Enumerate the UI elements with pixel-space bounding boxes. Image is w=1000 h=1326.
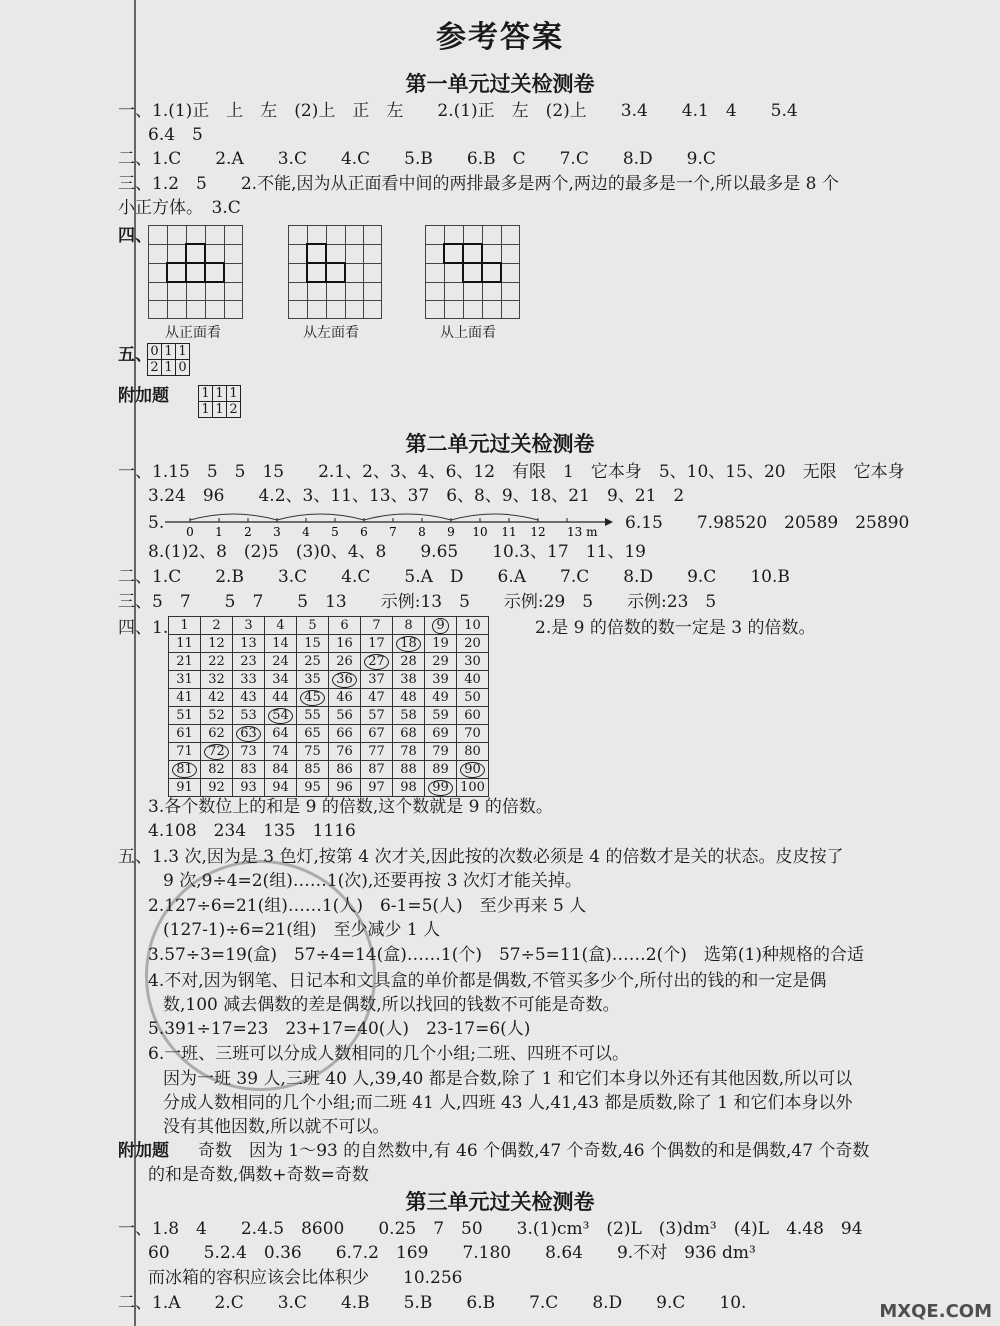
- unit2-line-7: 3.各个数位上的和是 9 的倍数,这个数就是 9 的倍数。: [148, 797, 553, 817]
- circled-number: 72: [204, 744, 229, 760]
- hundred-cell: 83: [233, 761, 265, 779]
- hundred-cell: 58: [393, 707, 425, 725]
- unit1-q5-label: 五、: [118, 345, 152, 365]
- tick-label: 10: [472, 525, 488, 539]
- hop-arc: [277, 514, 364, 520]
- hundred-cell: 52: [201, 707, 233, 725]
- unit2-line-21: 奇数 因为 1～93 的自然数中,有 46 个偶数,47 个奇数,46 个偶数的和是偶数,47 个奇数: [198, 1141, 870, 1161]
- hundred-cell: 14: [265, 635, 297, 653]
- hundred-cell: 39: [425, 671, 457, 689]
- grid-cell: [463, 226, 482, 245]
- hundred-cell: 85: [297, 761, 329, 779]
- hundred-cell: 88: [393, 761, 425, 779]
- tick-label: 7: [389, 525, 397, 539]
- grid-cell: [463, 263, 482, 282]
- circled-number: 18: [396, 636, 421, 652]
- hundred-cell: 91: [169, 779, 201, 797]
- hundred-cell: 61: [169, 725, 201, 743]
- hundred-cell: 13: [233, 635, 265, 653]
- unit2-line-17: 6.一班、三班可以分成人数相同的几个小组;二班、四班不可以。: [148, 1044, 629, 1064]
- grid-cell: [326, 282, 345, 301]
- grid-cell: [364, 282, 382, 301]
- page-title: 参考答案: [436, 20, 564, 55]
- tick-label: 0: [186, 525, 194, 539]
- unit2-line-11: 2.127÷6=21(组)……1(人) 6-1=5(人) 至少再来 5 人: [148, 896, 587, 916]
- hundred-cell: 66: [329, 725, 361, 743]
- hundred-cell: 71: [169, 743, 201, 761]
- grid-cell: [186, 301, 205, 319]
- grid-cell: [307, 301, 326, 319]
- unit1-line-1: 一、1.(1)正 上 左 (2)上 正 左 2.(1)正 左 (2)上 3.4 4.1 4 5.4: [118, 101, 798, 121]
- unit3-heading: 第三单元过关检测卷: [405, 1190, 595, 1214]
- tick-label: 8: [418, 525, 426, 539]
- unit2-line-9: 五、1.3 次,因为是 3 色灯,按第 4 次才关,因此按的次数必须是 4 的倍数才是关的状态。皮皮按了: [118, 847, 844, 867]
- circled-number: 99: [428, 780, 453, 796]
- view-grid-front: [148, 225, 243, 319]
- grid-cell: [501, 263, 520, 282]
- tick-label: 1: [215, 525, 223, 539]
- grid-cell: [149, 244, 168, 263]
- hundred-cell: 42: [201, 689, 233, 707]
- hundred-cell: [201, 743, 233, 761]
- hundred-cell: 23: [233, 653, 265, 671]
- hundred-cell: 5: [297, 617, 329, 635]
- hundred-cell: 44: [265, 689, 297, 707]
- hundred-cell: 65: [297, 725, 329, 743]
- hundred-cell: 60: [457, 707, 489, 725]
- tick-label: 11: [501, 525, 517, 539]
- watermark-logo: MXQE.COM: [879, 1301, 992, 1322]
- arrow-head: [605, 518, 613, 526]
- circled-number: 81: [172, 762, 197, 778]
- hop-arc: [190, 514, 277, 520]
- table-cell: 1: [199, 386, 213, 402]
- hundred-chart: [168, 616, 489, 797]
- table-cell: 1: [176, 344, 190, 360]
- unit2-line-15: 数,100 减去偶数的差是偶数,所以找回的钱数不可能是奇数。: [163, 995, 620, 1015]
- hundred-cell: 62: [201, 725, 233, 743]
- hundred-cell: 51: [169, 707, 201, 725]
- hundred-cell: 24: [265, 653, 297, 671]
- grid-cell: [167, 282, 186, 301]
- circled-number: 63: [236, 726, 261, 742]
- unit2-line-20: 没有其他因数,所以就不可以。: [163, 1117, 390, 1137]
- grid-cell: [444, 226, 463, 245]
- tick-label: 4: [302, 525, 310, 539]
- grid-cell: [326, 301, 345, 319]
- hundred-cell: 26: [329, 653, 361, 671]
- hundred-cell: 4: [265, 617, 297, 635]
- circled-number: 27: [364, 654, 389, 670]
- stamp-seal: [145, 860, 376, 1091]
- caption-top-view: 从上面看: [440, 325, 496, 341]
- hundred-cell: 80: [457, 743, 489, 761]
- hundred-cell: 70: [457, 725, 489, 743]
- unit2-line-8: 4.108 234 135 1116: [148, 821, 356, 841]
- hundred-cell: 35: [297, 671, 329, 689]
- hundred-cell: [457, 761, 489, 779]
- unit2-line-5: 二、1.C 2.B 3.C 4.C 5.A D 6.A 7.C 8.D 9.C 10.B: [118, 567, 790, 587]
- hundred-cell: 98: [393, 779, 425, 797]
- grid-cell: [345, 226, 364, 245]
- grid-cell: [224, 226, 243, 245]
- hundred-cell: 86: [329, 761, 361, 779]
- unit1-extra-label: 附加题: [118, 386, 169, 406]
- hundred-cell: 74: [265, 743, 297, 761]
- unit2-heading: 第二单元过关检测卷: [405, 432, 595, 456]
- table-cell: 0: [148, 344, 162, 360]
- hundred-cell: 22: [201, 653, 233, 671]
- grid-cell: [289, 244, 308, 263]
- hundred-cell: 16: [329, 635, 361, 653]
- hundred-cell: 50: [457, 689, 489, 707]
- grid-cell: [345, 263, 364, 282]
- hundred-cell: 8: [393, 617, 425, 635]
- grid-cell: [167, 226, 186, 245]
- hundred-cell: 28: [393, 653, 425, 671]
- hundred-cell: 48: [393, 689, 425, 707]
- grid-cell: [149, 282, 168, 301]
- hundred-cell: 97: [361, 779, 393, 797]
- grid-cell: [482, 263, 501, 282]
- hundred-cell: [297, 689, 329, 707]
- hundred-cell: 7: [361, 617, 393, 635]
- grid-cell: [426, 244, 445, 263]
- hundred-cell: [361, 653, 393, 671]
- number-line: [165, 508, 615, 540]
- unit1-line-5: 小正方体。 3.C: [118, 198, 241, 218]
- grid-cell: [149, 263, 168, 282]
- tick-label: 6: [360, 525, 368, 539]
- unit2-line-14: 4.不对,因为钢笔、日记本和文具盒的单价都是偶数,不管买多少个,所付出的钱的和一定是偶: [148, 971, 827, 991]
- grid-cell: [444, 301, 463, 319]
- hundred-cell: 69: [425, 725, 457, 743]
- unit2-line-2: 3.24 96 4.2、3、11、13、37 6、8、9、18、21 9、21 2: [148, 486, 685, 506]
- hundred-cell: 67: [361, 725, 393, 743]
- grid-cell: [501, 226, 520, 245]
- grid-cell: [326, 226, 345, 245]
- unit3-line-2: 60 5.2.4 0.36 6.7.2 169 7.180 8.64 9.不对 936 dm³: [148, 1243, 756, 1263]
- grid-cell: [167, 301, 186, 319]
- grid-cell: [149, 226, 168, 245]
- hundred-cell: 89: [425, 761, 457, 779]
- hundred-cell: 47: [361, 689, 393, 707]
- hundred-cell: [265, 707, 297, 725]
- grid-cell: [205, 301, 224, 319]
- grid-cell: [345, 244, 364, 263]
- unit1-heading: 第一单元过关检测卷: [405, 72, 595, 96]
- grid-cell: [205, 263, 224, 282]
- grid-cell: [289, 263, 308, 282]
- hundred-cell: 82: [201, 761, 233, 779]
- hundred-cell: 68: [393, 725, 425, 743]
- grid-cell: [426, 282, 445, 301]
- grid-cell: [307, 244, 326, 263]
- circled-number: 45: [300, 690, 325, 706]
- hundred-cell: 2: [201, 617, 233, 635]
- tick-label: 2: [244, 525, 252, 539]
- grid-cell: [426, 263, 445, 282]
- grid-cell: [444, 263, 463, 282]
- unit2-extra-label: 附加题: [118, 1141, 169, 1161]
- grid-cell: [444, 282, 463, 301]
- grid-cell: [205, 244, 224, 263]
- unit2-line-19: 分成人数相同的几个小组;而二班 41 人,四班 43 人,41,43 都是质数,除了 1 和它们本身以外: [163, 1093, 853, 1113]
- hundred-cell: 57: [361, 707, 393, 725]
- grid-cell: [224, 301, 243, 319]
- grid-cell: [482, 301, 501, 319]
- grid-cell: [364, 244, 382, 263]
- grid-cell: [444, 244, 463, 263]
- hundred-cell: 95: [297, 779, 329, 797]
- grid-cell: [482, 244, 501, 263]
- hundred-cell: 19: [425, 635, 457, 653]
- unit1-q4-label: 四、: [118, 226, 152, 246]
- unit2-line-12: (127-1)÷6=21(组) 至少减少 1 人: [163, 920, 441, 940]
- view-grid-top: [425, 225, 520, 319]
- hundred-cell: 6: [329, 617, 361, 635]
- circled-number: 9: [432, 618, 448, 634]
- grid-cell: [224, 282, 243, 301]
- grid-cell: [167, 263, 186, 282]
- grid-cell: [426, 301, 445, 319]
- hundred-cell: 1: [169, 617, 201, 635]
- grid-cell: [364, 263, 382, 282]
- hundred-cell: 37: [361, 671, 393, 689]
- circled-number: 90: [460, 762, 485, 778]
- hundred-cell: 93: [233, 779, 265, 797]
- hundred-cell: 34: [265, 671, 297, 689]
- hundred-cell: [425, 617, 457, 635]
- hundred-cell: 20: [457, 635, 489, 653]
- hundred-cell: 75: [297, 743, 329, 761]
- unit2-line-22: 的和是奇数,偶数+奇数=奇数: [148, 1165, 369, 1185]
- grid-cell: [501, 244, 520, 263]
- grid-cell: [501, 282, 520, 301]
- unit3-line-1: 一、1.8 4 2.4.5 8600 0.25 7 50 3.(1)cm³ (2)L (3)dm³ (4)L 4.48 94: [118, 1219, 863, 1239]
- hundred-cell: 29: [425, 653, 457, 671]
- hundred-cell: 32: [201, 671, 233, 689]
- tick-label: 12: [530, 525, 546, 539]
- view-grid-left: [288, 225, 382, 319]
- hundred-cell: 79: [425, 743, 457, 761]
- table-cell: 1: [162, 360, 176, 376]
- grid-cell: [463, 282, 482, 301]
- unit2-line-13: 3.57÷3=19(盒) 57÷4=14(盒)……1(个) 57÷5=11(盒)……2(个) 选第(1)种规格的合适: [148, 945, 864, 965]
- tick-label: 13 m: [567, 525, 598, 539]
- grid-cell: [482, 282, 501, 301]
- hundred-cell: 3: [233, 617, 265, 635]
- hundred-cell: 92: [201, 779, 233, 797]
- hundred-cell: 55: [297, 707, 329, 725]
- hundred-cell: 46: [329, 689, 361, 707]
- grid-cell: [186, 282, 205, 301]
- hundred-cell: [425, 779, 457, 797]
- unit2-q5-label: 5.: [148, 513, 165, 533]
- grid-cell: [501, 301, 520, 319]
- hundred-cell: 77: [361, 743, 393, 761]
- grid-cell: [463, 301, 482, 319]
- hundred-cell: 96: [329, 779, 361, 797]
- caption-left-view: 从左面看: [303, 325, 359, 341]
- hundred-cell: 30: [457, 653, 489, 671]
- table-cell: 2: [227, 402, 241, 418]
- tick-label: 3: [273, 525, 281, 539]
- circled-number: 36: [332, 672, 357, 688]
- grid-cell: [345, 301, 364, 319]
- hundred-cell: 10: [457, 617, 489, 635]
- caption-front-view: 从正面看: [165, 325, 221, 341]
- grid-cell: [205, 282, 224, 301]
- table-cell: 0: [176, 360, 190, 376]
- unit1-line-2: 6.4 5: [148, 125, 203, 145]
- grid-cell: [307, 263, 326, 282]
- grid-cell: [289, 282, 308, 301]
- table-cell: 2: [148, 360, 162, 376]
- grid-cell: [364, 226, 382, 245]
- hundred-cell: 53: [233, 707, 265, 725]
- grid-cell: [186, 226, 205, 245]
- hundred-cell: [233, 725, 265, 743]
- grid-cell: [307, 226, 326, 245]
- hundred-cell: [169, 761, 201, 779]
- grid-cell: [326, 263, 345, 282]
- grid-cell: [307, 282, 326, 301]
- unit1-q5-table: [147, 343, 190, 376]
- hundred-cell: 87: [361, 761, 393, 779]
- unit2-q4-2: 2.是 9 的倍数的数一定是 3 的倍数。: [535, 618, 816, 638]
- hundred-cell: 78: [393, 743, 425, 761]
- grid-cell: [205, 226, 224, 245]
- hundred-cell: 25: [297, 653, 329, 671]
- hundred-cell: 40: [457, 671, 489, 689]
- grid-cell: [289, 301, 308, 319]
- hundred-cell: 12: [201, 635, 233, 653]
- grid-cell: [186, 244, 205, 263]
- hundred-cell: 76: [329, 743, 361, 761]
- hop-arc: [451, 514, 538, 520]
- grid-cell: [482, 226, 501, 245]
- grid-cell: [149, 301, 168, 319]
- unit2-line-3: 6.15 7.98520 20589 25890: [625, 513, 910, 533]
- hundred-cell: [329, 671, 361, 689]
- tick-label: 5: [331, 525, 339, 539]
- table-cell: 1: [199, 402, 213, 418]
- hundred-cell: 17: [361, 635, 393, 653]
- unit2-line-18: 因为一班 39 人,三班 40 人,39,40 都是合数,除了 1 和它们本身以外还有其他因数,所以可以: [163, 1069, 853, 1089]
- table-cell: 1: [227, 386, 241, 402]
- unit2-q4-label: 四、1.: [118, 618, 169, 638]
- grid-cell: [186, 263, 205, 282]
- hundred-cell: 11: [169, 635, 201, 653]
- hundred-cell: 15: [297, 635, 329, 653]
- grid-cell: [224, 263, 243, 282]
- unit3-line-3: 而冰箱的容积应该会比体积少 10.256: [148, 1268, 463, 1288]
- unit3-line-4: 二、1.A 2.C 3.C 4.B 5.B 6.B 7.C 8.D 9.C 10.: [118, 1293, 747, 1313]
- table-cell: 1: [213, 402, 227, 418]
- table-cell: 1: [162, 344, 176, 360]
- table-cell: 1: [213, 386, 227, 402]
- hundred-cell: 41: [169, 689, 201, 707]
- unit1-line-3: 二、1.C 2.A 3.C 4.C 5.B 6.B C 7.C 8.D 9.C: [118, 149, 716, 169]
- tick-label: 9: [447, 525, 455, 539]
- grid-cell: [426, 226, 445, 245]
- unit2-line-1: 一、1.15 5 5 15 2.1、2、3、4、6、12 有限 1 它本身 5、10、15、20 无限 它本身: [118, 462, 905, 482]
- hundred-cell: 21: [169, 653, 201, 671]
- grid-cell: [326, 244, 345, 263]
- hundred-cell: 64: [265, 725, 297, 743]
- unit2-line-10: 9 次,9÷4=2(组)……1(次),还要再按 3 次灯才能关掉。: [163, 871, 582, 891]
- grid-cell: [463, 244, 482, 263]
- hundred-cell: 43: [233, 689, 265, 707]
- hundred-cell: 31: [169, 671, 201, 689]
- hundred-cell: [393, 635, 425, 653]
- grid-cell: [364, 301, 382, 319]
- grid-cell: [167, 244, 186, 263]
- grid-cell: [345, 282, 364, 301]
- hundred-cell: 94: [265, 779, 297, 797]
- circled-number: 54: [268, 708, 293, 724]
- grid-cell: [289, 226, 308, 245]
- hundred-cell: 33: [233, 671, 265, 689]
- hundred-cell: 38: [393, 671, 425, 689]
- hundred-cell: 73: [233, 743, 265, 761]
- unit2-line-4: 8.(1)2、8 (2)5 (3)0、4、8 9.65 10.3、17 11、19: [148, 542, 646, 562]
- unit1-extra-table: [198, 385, 241, 418]
- hop-arc: [364, 514, 451, 520]
- unit2-line-16: 5.391÷17=23 23+17=40(人) 23-17=6(人): [148, 1019, 531, 1039]
- hundred-cell: 84: [265, 761, 297, 779]
- hundred-cell: 100: [457, 779, 489, 797]
- grid-cell: [224, 244, 243, 263]
- unit1-line-4: 三、1.2 5 2.不能,因为从正面看中间的两排最多是两个,两边的最多是一个,所以最多是 8 个: [118, 174, 839, 194]
- hundred-cell: 59: [425, 707, 457, 725]
- hundred-cell: 49: [425, 689, 457, 707]
- hundred-cell: 56: [329, 707, 361, 725]
- unit2-line-6: 三、5 7 5 7 5 13 示例:13 5 示例:29 5 示例:23 5: [118, 592, 717, 612]
